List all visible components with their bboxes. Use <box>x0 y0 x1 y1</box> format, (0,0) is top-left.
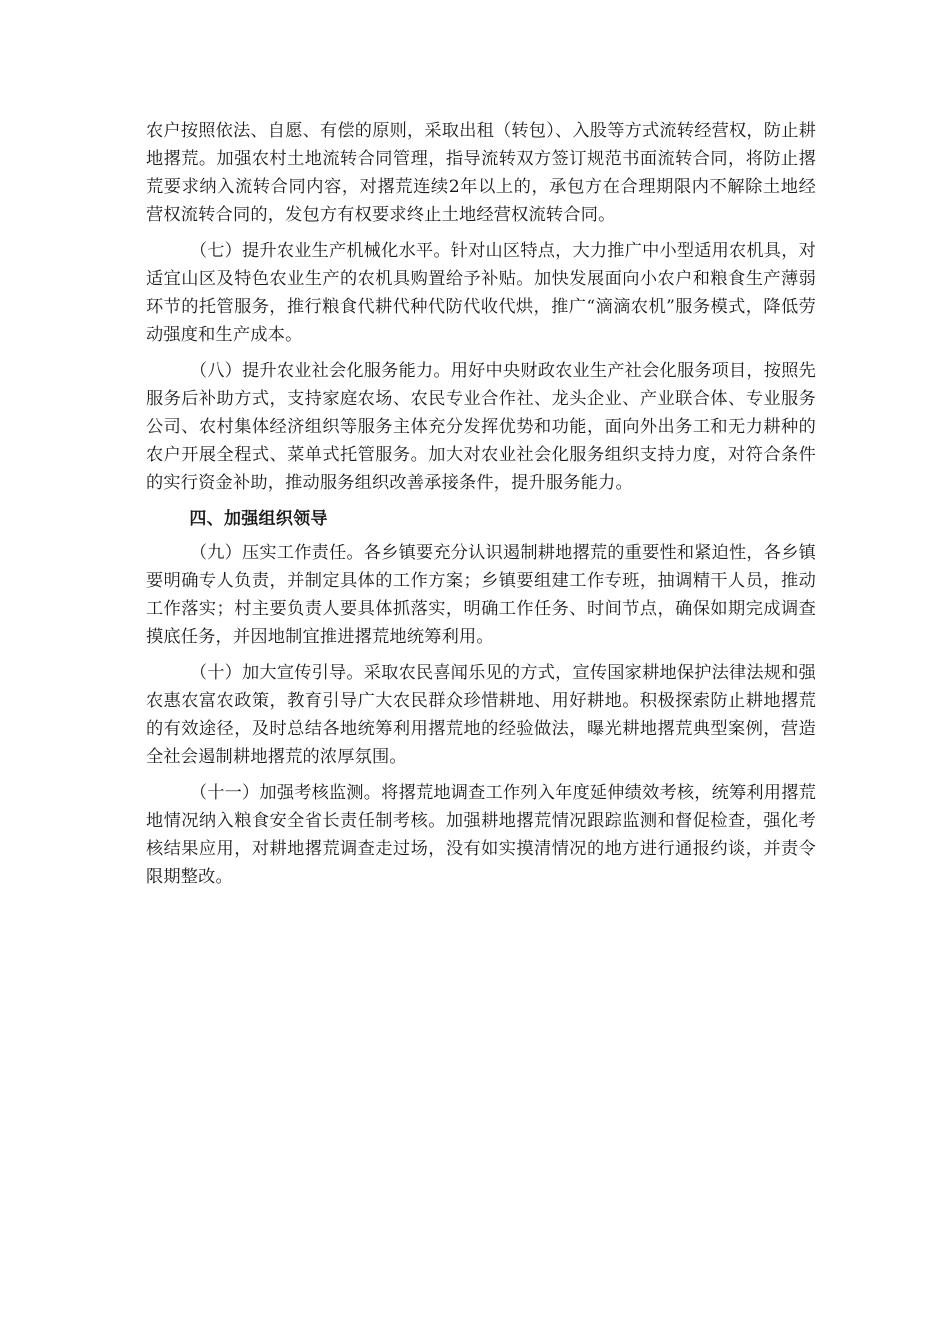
paragraph-item-9: （九）压实工作责任。各乡镇要充分认识遏制耕地撂荒的重要性和紧迫性，各乡镇要明确专人负责，并制定具体的工作方案；乡镇要组建工作专班，抽调精干人员，推动工作落实；村主要负责人要具体抓落实，明确工作任务、时间节点，确保如期完成调查摸底任务，并因地制宜推进撂荒地统筹利用。 <box>146 543 816 647</box>
document-page <box>146 117 816 899</box>
paragraph-item-7: （七）提升农业生产机械化水平。针对山区特点，大力推广中小型适用农机具，对适宜山区及特色农业生产的农机具购置给予补贴。加快发展面向小农户和粮食生产薄弱环节的托管服务，推行粮食代耕代种代防代收代烘，推广“滴滴农机”服务模式，降低劳动强度和生产成本。 <box>146 241 816 345</box>
paragraph-item-11: （十一）加强考核监测。将撂荒地调查工作列入年度延伸绩效考核，统筹利用撂荒地情况纳入粮食安全省长责任制考核。加强耕地撂荒情况跟踪监测和督促检查，强化考核结果应用，对耕地撂荒调查走过场，没有如实摸清情况的地方进行通报约谈，并责令限期整改。 <box>146 783 816 887</box>
section-heading: 四、加强组织领导 <box>189 509 328 529</box>
paragraph-item-8: （八）提升农业社会化服务能力。用好中央财政农业生产社会化服务项目，按照先服务后补助方式，支持家庭农场、农民专业合作社、龙头企业、产业联合体、专业服务公司、农村集体经济组织等服务主体充分发挥优势和功能，面向外出务工和无力耕种的农户开展全程式、菜单式托管服务。加大对农业社会化服务组织支持力度，对符合条件的实行资金补助，推动服务组织改善承接条件，提升服务能力。 <box>146 361 816 493</box>
paragraph-item-10: （十）加大宣传引导。采取农民喜闻乐见的方式，宣传国家耕地保护法律法规和强农惠农富农政策，教育引导广大农民群众珍惜耕地、用好耕地。积极探索防止耕地撂荒的有效途径，及时总结各地统筹利用撂荒地的经验做法，曝光耕地撂荒典型案例，营造全社会遏制耕地撂荒的浓厚氛围。 <box>146 663 816 767</box>
paragraph-land-transfer: 农户按照依法、自愿、有偿的原则，采取出租（转包）、入股等方式流转经营权，防止耕地撂荒。加强农村土地流转合同管理，指导流转双方签订规范书面流转合同，将防止撂荒要求纳入流转合同内容，对撂荒连续2年以上的，承包方在合理期限内不解除土地经营权流转合同的，发包方有权要求终止土地经营权流转合同。 <box>146 121 816 225</box>
